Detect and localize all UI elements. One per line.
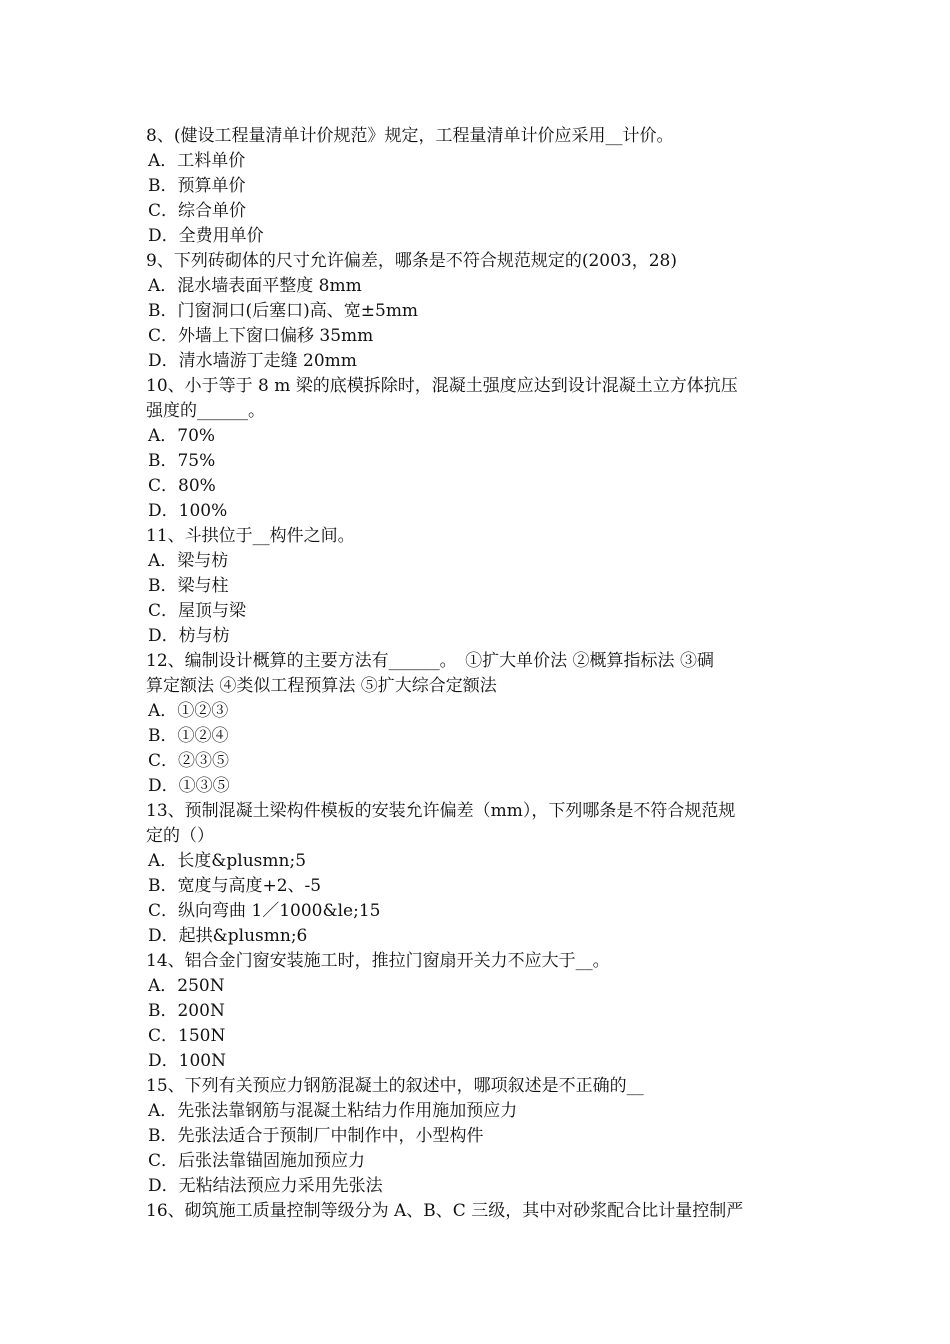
question-text: 8、(健设工程量清单计价规范》规定，工程量清单计价应采用__计价。: [146, 126, 674, 146]
question-text: 13、预制混凝土梁构件模板的安装允许偏差（mm），下列哪条是不符合规范规: [146, 801, 736, 821]
option-a: A．250N: [148, 976, 225, 996]
question-text-continued: 强度的______。: [146, 401, 265, 421]
question-13: [146, 799, 808, 849]
option-b: B．梁与柱: [148, 576, 229, 596]
option-a: A．梁与枋: [148, 551, 229, 571]
option-d: D．枋与枋: [148, 626, 230, 646]
question-15: [146, 1074, 808, 1099]
question-text: 15、下列有关预应力钢筋混凝土的叙述中，哪项叙述是不正确的__: [146, 1076, 644, 1096]
option-b: B．75%: [148, 451, 216, 471]
option-d: D．无粘结法预应力采用先张法: [148, 1176, 383, 1196]
option-c: C．②③⑤: [148, 751, 230, 771]
option-c: C．外墙上下窗口偏移 35mm: [148, 326, 374, 346]
option-c: C．综合单价: [148, 201, 247, 221]
option-c: C．150N: [148, 1026, 226, 1046]
option-d: D．①③⑤: [148, 776, 230, 796]
option-a: A．工料单价: [148, 151, 246, 171]
option-a: A．混水墙表面平整度 8mm: [148, 276, 362, 296]
option-d: D．全费用单价: [148, 226, 264, 246]
question-16: [146, 1199, 808, 1224]
question-text: 9、下列砖砌体的尺寸允许偏差，哪条是不符合规范规定的(2003，28): [146, 251, 677, 271]
question-list: [146, 124, 808, 1224]
option-b: B．门窗洞口(后塞口)高、宽±5mm: [148, 301, 419, 321]
option-a: A．先张法靠钢筋与混凝土粘结力作用施加预应力: [148, 1101, 518, 1121]
question-text: 12、编制设计概算的主要方法有______。 ①扩大单价法 ②概算指标法 ③碉: [146, 651, 714, 671]
option-c: C．屋顶与梁: [148, 601, 247, 621]
question-text: 11、斗拱位于__构件之间。: [146, 526, 355, 546]
question-text: 14、铝合金门窗安装施工时，推拉门窗扇开关力不应大于__。: [146, 951, 610, 971]
question-8: [146, 124, 808, 149]
option-d: D．清水墙游丁走缝 20mm: [148, 351, 357, 371]
question-text-continued: 定的（）: [146, 826, 214, 846]
question-11: [146, 524, 808, 549]
question-text: 10、小于等于 8 m 梁的底模拆除时，混凝土强度应达到设计混凝土立方体抗压: [146, 376, 738, 396]
option-b: B．预算单价: [148, 176, 246, 196]
option-d: D．100%: [148, 501, 228, 521]
option-b: B．①②④: [148, 726, 229, 746]
option-b: B．宽度与高度+2、-5: [148, 876, 322, 896]
question-12: [146, 649, 808, 699]
option-d: D．起拱&plusmn;6: [148, 926, 308, 946]
question-text-continued: 算定额法 ④类似工程预算法 ⑤扩大综合定额法: [146, 676, 497, 696]
option-a: A．①②③: [148, 701, 229, 721]
question-10: [146, 374, 808, 424]
option-d: D．100N: [148, 1051, 226, 1071]
option-c: C．纵向弯曲 1／1000&le;15: [148, 901, 381, 921]
question-text: 16、砌筑施工质量控制等级分为 A、B、C 三级，其中对砂浆配合比计量控制严: [146, 1201, 744, 1221]
question-14: [146, 949, 808, 974]
option-a: A．长度&plusmn;5: [148, 851, 307, 871]
option-b: B．先张法适合于预制厂中制作中，小型构件: [148, 1126, 484, 1146]
option-b: B．200N: [148, 1001, 225, 1021]
question-9: [146, 249, 808, 274]
option-c: C．后张法靠锚固施加预应力: [148, 1151, 366, 1171]
option-a: A．70%: [148, 426, 216, 446]
option-c: C．80%: [148, 476, 216, 496]
